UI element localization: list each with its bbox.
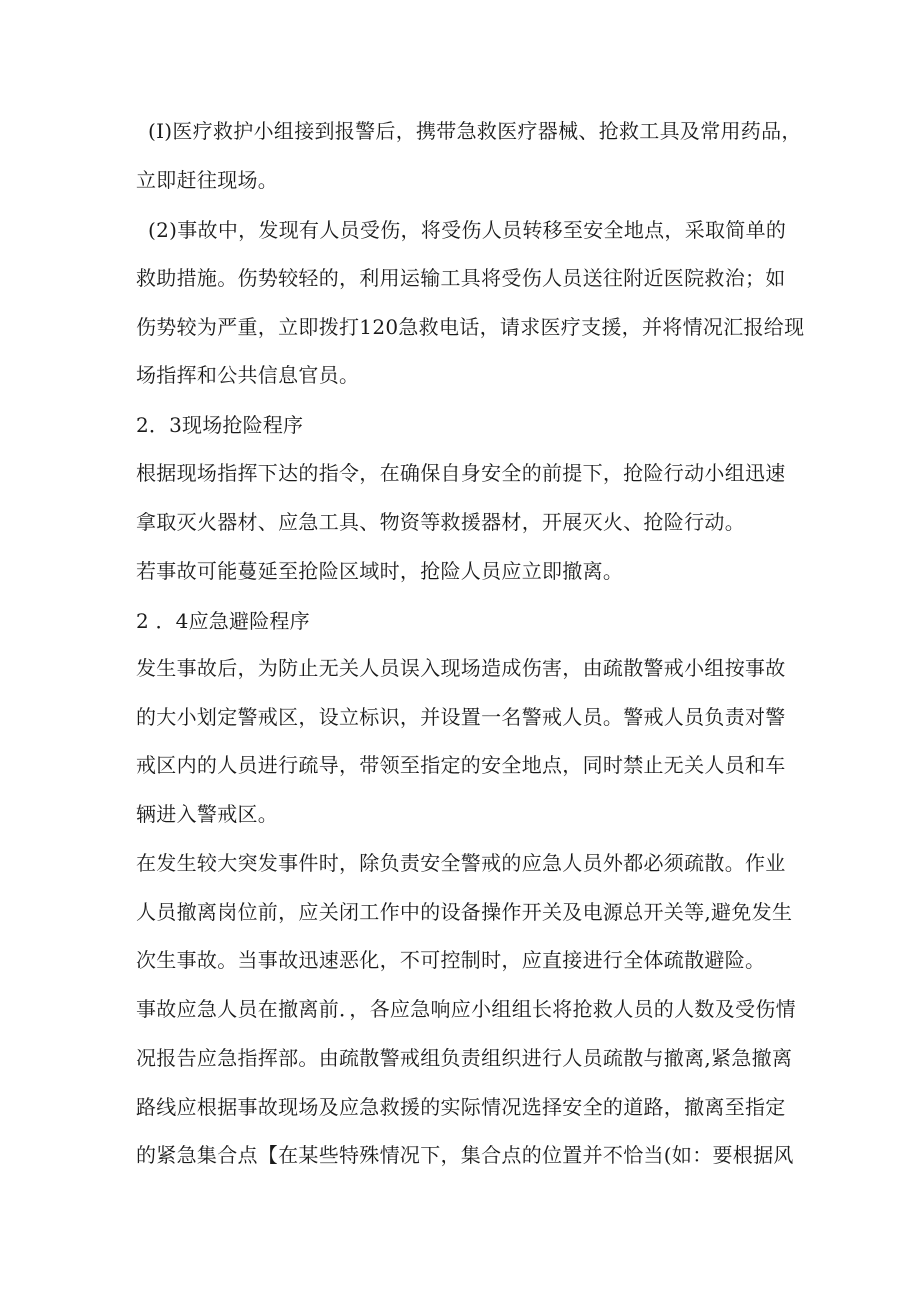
paragraph-3-line-2: 拿取灭火器材、应急工具、物资等救援器材，开展灭火、抢险行动。 [136, 510, 745, 534]
paragraph-5-line-1: 发生事故后，为防止无关人员误入现场造成伤害，由疏散警戒小组按事故 [136, 656, 786, 680]
paragraph-5-line-3: 戒区内的人员进行疏导，带领至指定的安全地点，同时禁止无关人员和车 [136, 753, 786, 777]
paragraph-1-line-1: (I)医疗救护小组接到报警后，携带急救医疗器械、抢救工具及常用药品， [148, 119, 802, 143]
paragraph-6-line-1: 在发生较大突发事件时，除负责安全警戒的应急人员外都必须疏散。作业 [136, 851, 786, 875]
paragraph-2-line-2: 救助措施。伤势较轻的，利用运输工具将受伤人员送往附近医院救治；如 [136, 266, 786, 290]
paragraph-5-line-4: 辆进入警戒区。 [136, 802, 279, 826]
paragraph-7-line-1: 事故应急人员在撤离前．，各应急响应小组组长将抢救人员的人数及受伤情 [136, 997, 796, 1021]
paragraph-5-line-2: 的大小划定警戒区，设立标识，并设置一名警戒人员。警戒人员负责对警 [136, 705, 786, 729]
paragraph-7-line-4: 的紧急集合点【在某些特殊情况下，集合点的位置并不恰当(如：要根据风 [136, 1143, 794, 1167]
paragraph-1-line-2: 立即赶往现场。 [136, 168, 279, 192]
paragraph-6-line-3: 次生事故。当事故迅速恶化，不可控制时，应直接进行全体疏散避险。 [136, 948, 766, 972]
paragraph-2-line-1: (2)事故中，发现有人员受伤，将受伤人员转移至安全地点，采取简单的 [148, 218, 787, 242]
paragraph-2-line-4: 场指挥和公共信息官员。 [136, 363, 360, 387]
paragraph-6-line-2: 人员撤离岗位前，应关闭工作中的设备操作开关及电源总开关等,避免发生 [136, 900, 793, 924]
paragraph-7-line-3: 路线应根据事故现场及应急救援的实际情况选择安全的道路，撤离至指定 [136, 1095, 786, 1119]
paragraph-3-line-1: 根据现场指挥下达的指令，在确保自身安全的前提下，抢险行动小组迅速 [136, 461, 786, 485]
paragraph-7-line-2: 况报告应急指挥部。由疏散警戒组负责组织进行人员疏散与撤离,紧急撤离 [136, 1046, 793, 1070]
section-heading-2-4: 2 ．4应急避险程序 [136, 609, 310, 633]
paragraph-2-line-3: 伤势较为严重，立即拨打120急救电话，请求医疗支援，并将情况汇报给现 [136, 315, 805, 339]
section-heading-2-3: 2．3现场抢险程序 [136, 413, 304, 437]
paragraph-4-line-1: 若事故可能蔓延至抢险区域时，抢险人员应立即撤离。 [136, 559, 624, 583]
